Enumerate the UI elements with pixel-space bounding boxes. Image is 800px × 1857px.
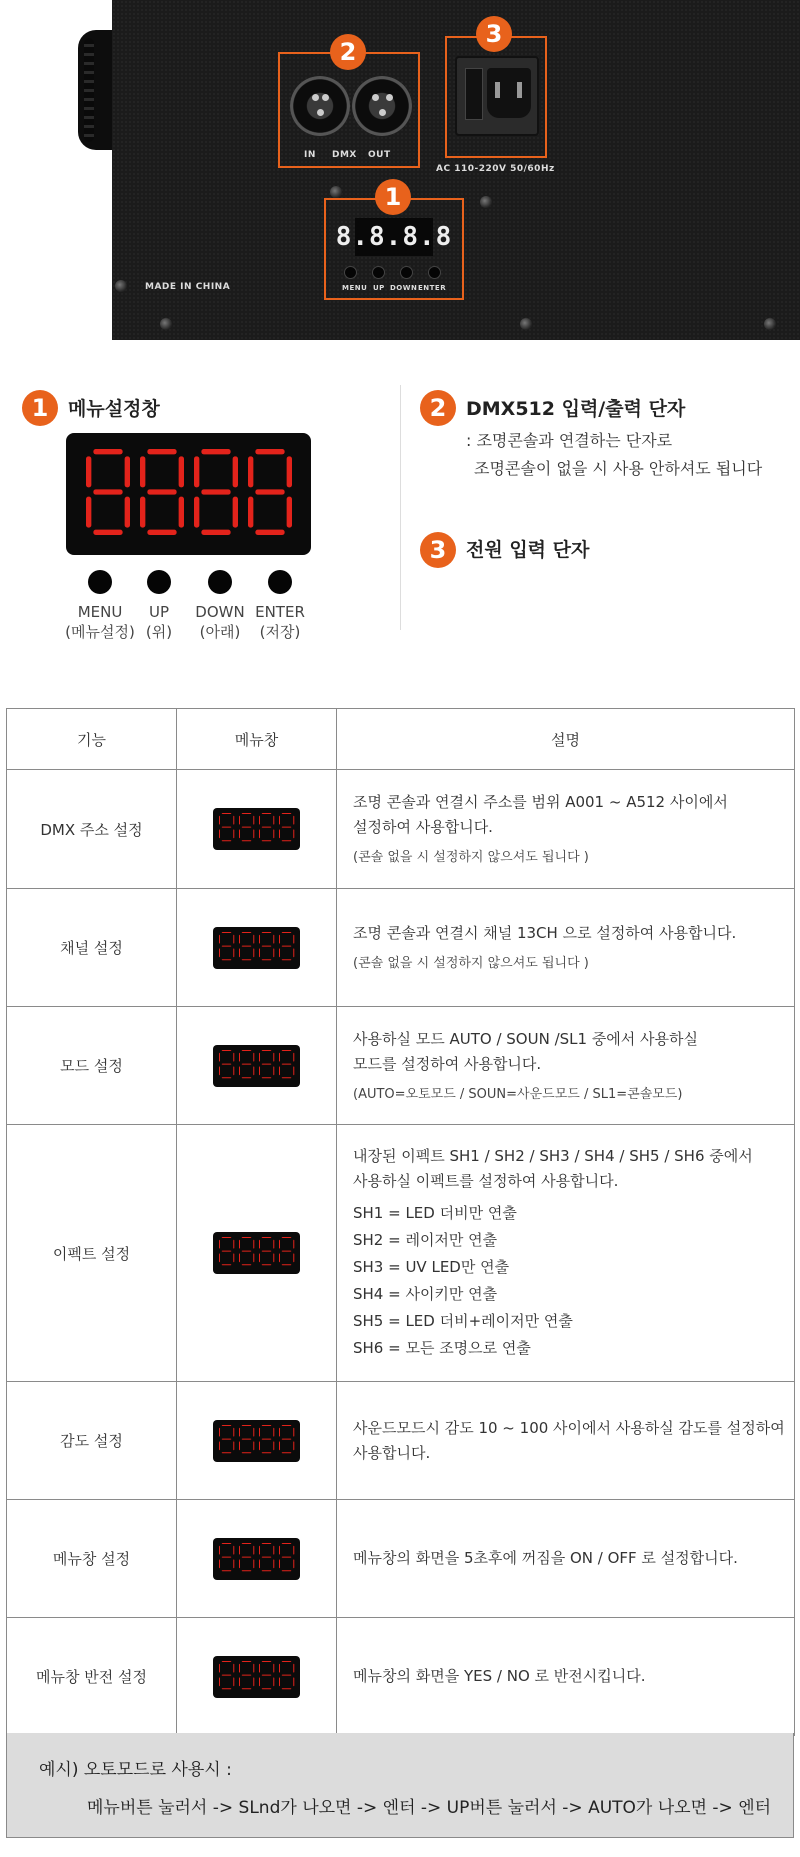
screw [520,318,532,330]
legend-title-dmx: DMX512 입력/출력 단자 [466,398,686,420]
callout-badge-1: 1 [375,179,411,215]
panel-menu-button [344,266,357,279]
display-cell [177,1382,337,1500]
screw [160,318,172,330]
up-button-icon [147,570,171,594]
effect-item: SH3 = UV LED만 연출 [353,1258,510,1276]
effect-item: SH6 = 모든 조명으로 연출 [353,1339,531,1357]
dmx-in-connector [290,76,350,136]
panel-button-label-up: UP [373,284,385,292]
connector-label-out: OUT [368,150,391,160]
legend-badge-2: 2 [420,390,456,426]
segment-digit [278,1236,295,1270]
description-note: (콘솔 없을 시 설정하지 않으셔도 됩니다 ) [353,850,589,865]
segment-digit [258,1424,275,1458]
legend-badge-1: 1 [22,390,58,426]
description-line: 사용하실 이펙트를 설정하여 사용합니다. [353,1172,619,1190]
segment-digit [85,448,131,540]
legend-divider [400,385,401,630]
segment-digit [238,812,255,846]
segment-digit [258,1236,275,1270]
effect-item: SH5 = LED 더비+레이저만 연출 [353,1312,573,1330]
dmx-out-connector [352,76,412,136]
segment-digit [218,1236,235,1270]
segment-digit [218,812,235,846]
description-line: 사운드모드시 감도 10 ~ 100 사이에서 사용하실 감도를 설정하여 [353,1418,785,1437]
effect-item: SH2 = 레이저만 연출 [353,1231,498,1249]
segment-digit [258,931,275,965]
callout-badge-2: 2 [330,34,366,70]
display-cell [177,1618,337,1736]
function-cell: DMX 주소 설정 [7,770,177,889]
panel-enter-button [428,266,441,279]
up-button-label: UP (위) [145,603,173,641]
enter-button-icon [268,570,292,594]
display-cell [177,770,337,889]
description-cell [337,1382,795,1500]
segment-digit [278,1424,295,1458]
segment-digit [238,1542,255,1576]
description-line: 모드를 설정하여 사용합니다. [353,1054,542,1073]
connector-label-dmx: DMX [332,150,357,160]
segment-digit [278,1660,295,1694]
effect-list [353,1200,778,1362]
segment-digit [258,812,275,846]
display-cell [177,1007,337,1125]
table-row [7,1382,795,1500]
description-note: (콘솔 없을 시 설정하지 않으셔도 됩니다 ) [353,956,589,971]
description-note: (AUTO=오토모드 / SOUN=사운드모드 / SL1=콘솔모드) [353,1086,683,1102]
panel-button-label-down: DOWN [390,284,418,292]
header-description: 설명 [337,709,795,770]
menu-button-icon [88,570,112,594]
menu-display-large [66,433,311,555]
function-cell: 메뉴창 반전 설정 [7,1618,177,1736]
example-title: 예시) 오토모드로 사용시 : [39,1760,232,1780]
legend-badge-3: 3 [420,532,456,568]
description-line: 설정하여 사용합니다. [353,818,493,836]
power-inlet-socket [455,56,539,136]
effect-item: SH1 = LED 더비만 연출 [353,1204,517,1222]
description-cell [337,889,795,1007]
segment-digit [139,448,185,540]
segment-digit [258,1542,275,1576]
effect-item: SH4 = 사이키만 연출 [353,1285,498,1303]
display-cell [177,889,337,1007]
menu-function-table [6,708,795,1736]
description-cell [337,1500,795,1618]
down-button-label: DOWN (아래) [195,603,245,641]
description-line: 사용합니다. [353,1443,431,1462]
panel-led-display: 8.8.8.8 [355,218,433,256]
menu-button-label: MENU (메뉴설정) [65,603,135,641]
legend-title-menu: 메뉴설정창 [68,398,160,420]
segment-digit [278,1049,295,1083]
function-cell: 감도 설정 [7,1382,177,1500]
screw [115,280,127,292]
connector-label-in: IN [304,150,316,160]
segment-digit [218,1049,235,1083]
display-cell [177,1500,337,1618]
description-cell [337,1007,795,1125]
power-rating-label: AC 110-220V 50/60Hz [436,164,555,174]
segment-digit [238,1660,255,1694]
segment-digit [258,1049,275,1083]
description-cell [337,1125,795,1382]
description-cell [337,1618,795,1736]
segment-digit [218,1542,235,1576]
segment-digit [258,1660,275,1694]
menu-display-thumbnail [213,1420,300,1462]
menu-display-thumbnail [213,1538,300,1580]
made-in-label: MADE IN CHINA [145,282,231,292]
description-line: 조명 콘솔과 연결시 주소를 범위 A001 ~ A512 사이에서 [353,793,728,811]
legend-title-power: 전원 입력 단자 [466,539,590,561]
panel-up-button [372,266,385,279]
callout-badge-3: 3 [476,16,512,52]
segment-digit [238,1236,255,1270]
table-row [7,1500,795,1618]
header-menu-display: 메뉴창 [177,709,337,770]
table-row [7,1007,795,1125]
table-header-row [7,709,795,770]
segment-digit [238,931,255,965]
screw [764,318,776,330]
description-line: 내장된 이펙트 SH1 / SH2 / SH3 / SH4 / SH5 / SH6 중에서 [353,1147,753,1165]
segment-digit [238,1424,255,1458]
screw [330,186,342,198]
menu-display-thumbnail [213,927,300,969]
segment-digit [278,931,295,965]
panel-button-label-enter: ENTER [418,284,447,292]
segment-digit [278,1542,295,1576]
description-line: 조명 콘솔과 연결시 채널 13CH 으로 설정하여 사용합니다. [353,924,737,942]
display-cell [177,1125,337,1382]
menu-display-thumbnail [213,1656,300,1698]
segment-digit [193,448,239,540]
table-row [7,889,795,1007]
example-steps: 메뉴버튼 눌러서 -> SLnd가 나오면 -> 엔터 -> UP버튼 눌러서 -> AUTO가 나오면 -> 엔터 [87,1798,772,1818]
table-row [7,770,795,889]
menu-display-thumbnail [213,808,300,850]
screw [480,196,492,208]
segment-digit [278,812,295,846]
table-row [7,1125,795,1382]
description-line: 메뉴창의 화면을 YES / NO 로 반전시킵니다. [353,1667,646,1685]
menu-display-thumbnail [213,1232,300,1274]
segment-digit [247,448,293,540]
legend-desc-dmx-2: 조명콘솔이 없을 시 사용 안하셔도 됩니다 [474,459,763,478]
function-cell: 모드 설정 [7,1007,177,1125]
description-cell [337,770,795,889]
panel-down-button [400,266,413,279]
device-rear-panel-photo [0,0,800,340]
segment-digit [218,931,235,965]
description-line: 사용하실 모드 AUTO / SOUN /SL1 중에서 사용하실 [353,1029,699,1048]
usage-example-box [6,1733,794,1838]
legend-desc-dmx-1: : 조명콘솔과 연결하는 단자로 [466,431,673,450]
table-row [7,1618,795,1736]
function-cell: 이펙트 설정 [7,1125,177,1382]
menu-display-thumbnail [213,1045,300,1087]
enter-button-label: ENTER (저장) [255,603,305,641]
header-function: 기능 [7,709,177,770]
function-cell: 채널 설정 [7,889,177,1007]
segment-digit [218,1660,235,1694]
description-line: 메뉴창의 화면을 5초후에 꺼짐을 ON / OFF 로 설정합니다. [353,1549,738,1567]
segment-digit [218,1424,235,1458]
function-cell: 메뉴창 설정 [7,1500,177,1618]
panel-button-label-menu: MENU [342,284,368,292]
down-button-icon [208,570,232,594]
segment-digit [238,1049,255,1083]
